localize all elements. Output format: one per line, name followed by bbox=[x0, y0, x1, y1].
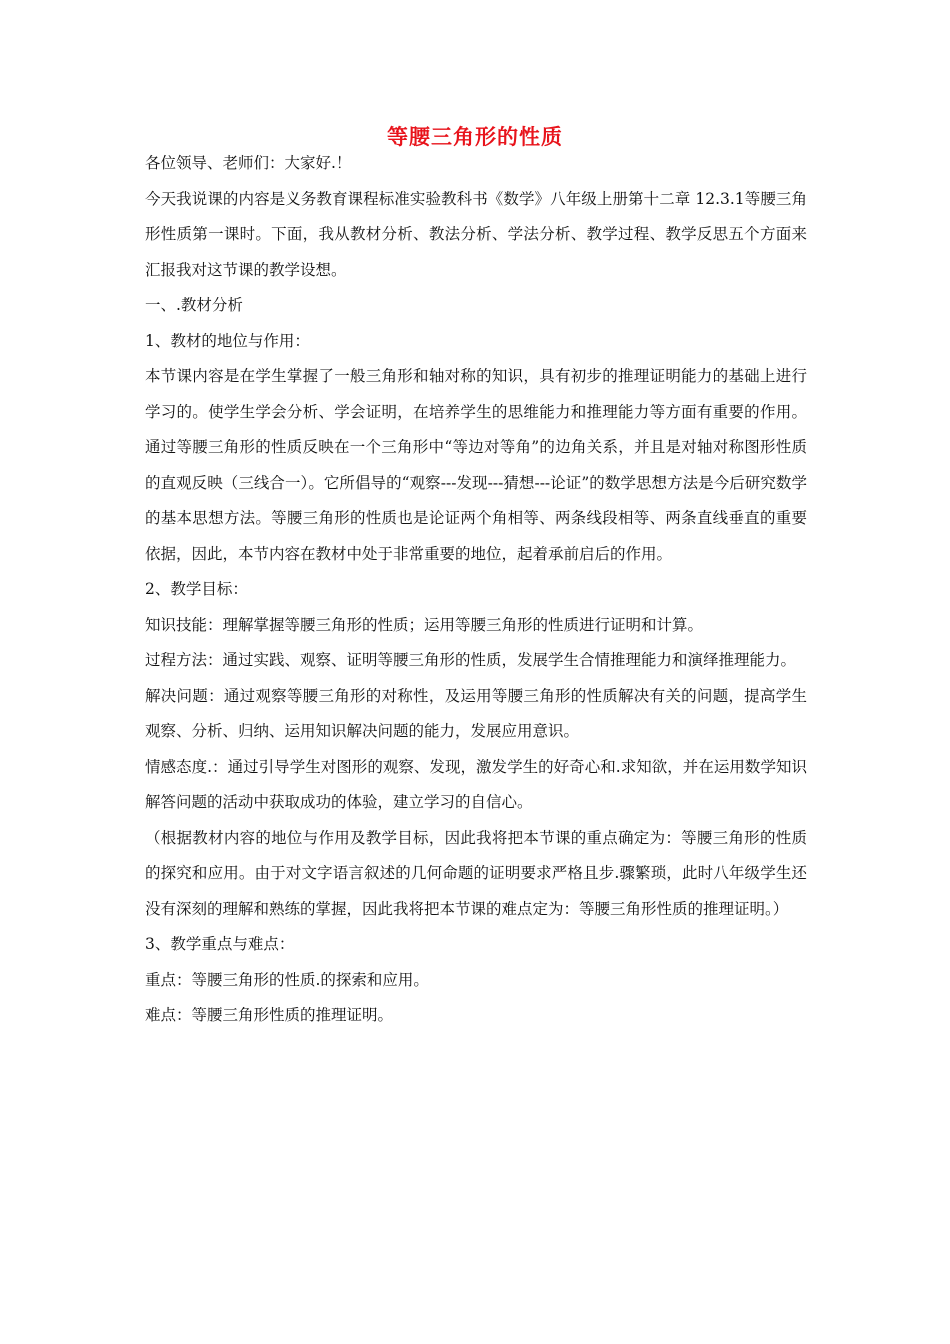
document-body bbox=[145, 146, 807, 1034]
body-paragraph: 知识技能：理解掌握等腰三角形的性质；运用等腰三角形的性质进行证明和计算。 bbox=[145, 615, 704, 634]
subsection-heading: 3、教学重点与难点： bbox=[145, 935, 295, 953]
body-paragraph: 重点：等腰三角形的性质.的探索和应用。 bbox=[145, 970, 429, 989]
body-paragraph: 解决问题：通过观察等腰三角形的对称性，及运用等腰三角形的性质解决有关的问题，提高学生观察、分析、归纳、运用知识解决问题的能力，发展应用意识。 bbox=[145, 686, 807, 740]
body-paragraph: 难点：等腰三角形性质的推理证明。 bbox=[145, 1006, 394, 1024]
page-title: 等腰三角形的性质 bbox=[387, 125, 563, 149]
intro-paragraph: 今天我说课的内容是义务教育课程标准实验教科书《数学》八年级上册第十二章 12.3.1等腰三角形性质第一课时。下面，我从教材分析、教法分析、学法分析、教学过程、教学反思五个方面来汇报我对这节课的教学设想。 bbox=[145, 189, 807, 279]
body-paragraph: 情感态度.：通过引导学生对图形的观察、发现，激发学生的好奇心和.求知欲，并在运用数学知识解答问题的活动中获取成功的体验，建立学习的自信心。 bbox=[145, 757, 807, 811]
body-paragraph: （根据教材内容的地位与作用及教学目标，因此我将把本节课的重点确定为：等腰三角形的性质的探究和应用。由于对文字语言叙述的几何命题的证明要求严格且步.骤繁琐，此时八年级学生还没有深刻的理解和熟练的掌握，因此我将把本节课的难点定为：等腰三角形性质的推理证明。） bbox=[145, 828, 807, 918]
body-paragraph: 过程方法：通过实践、观察、证明等腰三角形的性质，发展学生合情推理能力和演绎推理能力。 bbox=[145, 651, 797, 669]
subsection-heading: 1、教材的地位与作用： bbox=[145, 331, 310, 350]
subsection-heading: 2、教学目标： bbox=[145, 580, 248, 598]
body-paragraph: 本节课内容是在学生掌握了一般三角形和轴对称的知识，具有初步的推理证明能力的基础上进行学习的。使学生学会分析、学会证明，在培养学生的思维能力和推理能力等方面有重要的作用。通过等腰三角形的性质反映在一个三角形中“等边对等角”的边角关系，并且是对轴对称图形性质的直观反映（三线合一）。它所倡导的“观察---发现---猜想---论证”的数学思想方法是今后研究数学的基本思想方法。等腰三角形的性质也是论证两个角相等、两条线段相等、两条直线垂直的重要依据，因此，本节内容在教材中处于非常重要的地位，起着承前启后的作用。 bbox=[145, 367, 807, 563]
section-heading: 一、.教材分析 bbox=[145, 296, 243, 314]
greeting-paragraph: 各位领导、老师们：大家好.！ bbox=[145, 154, 352, 172]
